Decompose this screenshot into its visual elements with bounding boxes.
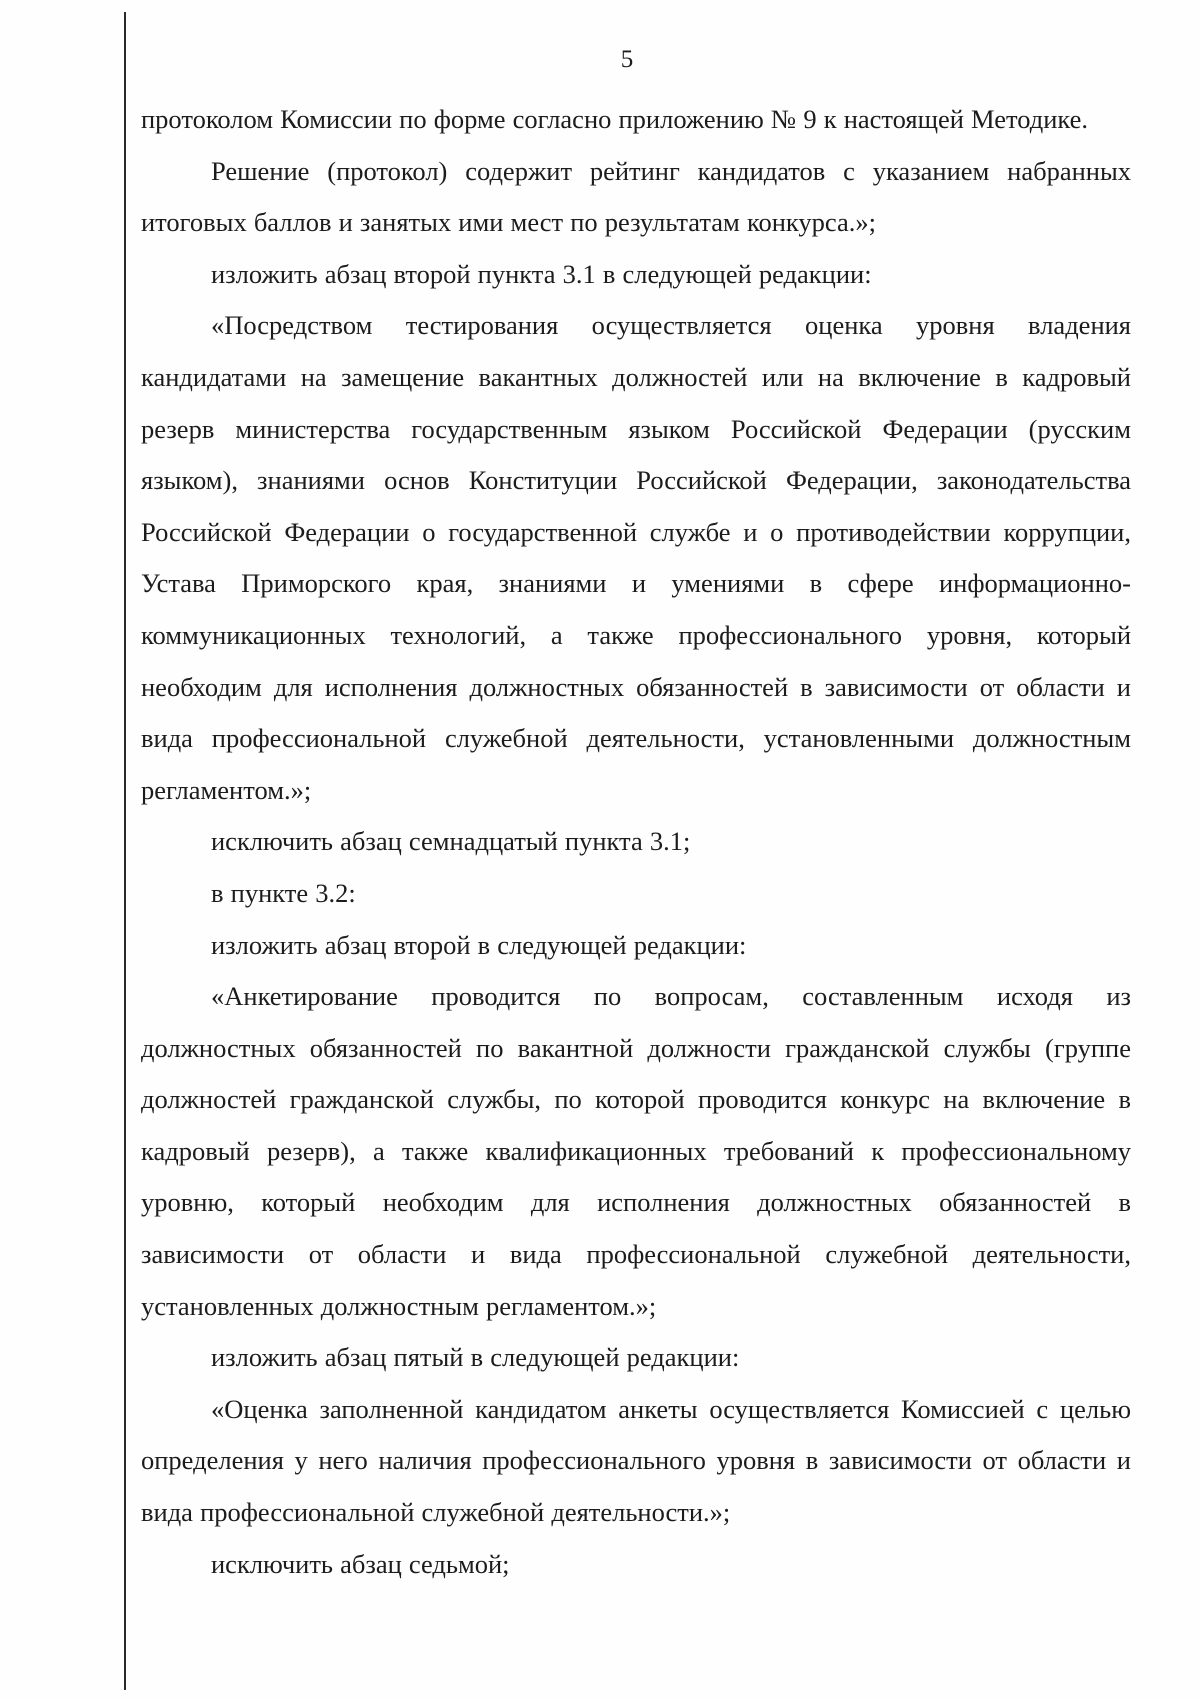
document-body [141, 94, 1131, 1590]
paragraph-testing: «Посредством тестирования осуществляется оценка уровня владения кандидатами на замещение вакантных должностей или на включение в кадровый резерв министерства государственным языком Российской Федерации (русским языком), знаниями основ Конституции Российской Федерации, законодательства Российской Федерации о государственной службе и о противодействии коррупции, Устава Приморского края, знаниями и умениями в сфере информационно-коммуникационных технологий, а также профессионального уровня, который необходим для исполнения должностных обязанностей в зависимости от области и вида профессиональной служебной деятельности, установленными должностным регламентом.»; [141, 310, 1131, 805]
paragraph-exclude-seventh: исключить абзац седьмой; [211, 1548, 510, 1579]
paragraph-continuation: протоколом Комиссии по форме согласно приложению № 9 к настоящей Методике. [141, 104, 1089, 134]
paragraph-amend-3-1: изложить абзац второй пункта 3.1 в следующей редакции: [211, 258, 872, 289]
paragraph-amend-second: изложить абзац второй в следующей редакции: [211, 929, 747, 960]
paragraph-questionnaire: «Анкетирование проводится по вопросам, составленным исходя из должностных обязанностей по вакантной должности гражданской службы (группе должностей гражданской службы, по которой проводится конкурс на включение в кадровый резерв), а также квалификационных требований к профессиональному уровню, который необходим для исполнения должностных обязанностей в зависимости от области и вида профессиональной служебной деятельности, установленных должностным регламентом.»; [141, 981, 1131, 1321]
paragraph-evaluation: «Оценка заполненной кандидатом анкеты осуществляется Комиссией с целью определения у него наличия профессионального уровня в зависимости от области и вида профессиональной служебной деятельности.»; [141, 1393, 1131, 1528]
paragraph-decision: Решение (протокол) содержит рейтинг кандидатов с указанием набранных итоговых баллов и занятых ими мест по результатам конкурса.»; [141, 155, 1131, 238]
page-number: 5 [620, 46, 634, 73]
paragraph-exclude-17: исключить абзац семнадцатый пункта 3.1; [211, 826, 691, 857]
scan-margin-line [124, 12, 126, 1690]
paragraph-point-3-2: в пункте 3.2: [211, 877, 356, 908]
paragraph-amend-fifth: изложить абзац пятый в следующей редакции: [211, 1342, 740, 1373]
